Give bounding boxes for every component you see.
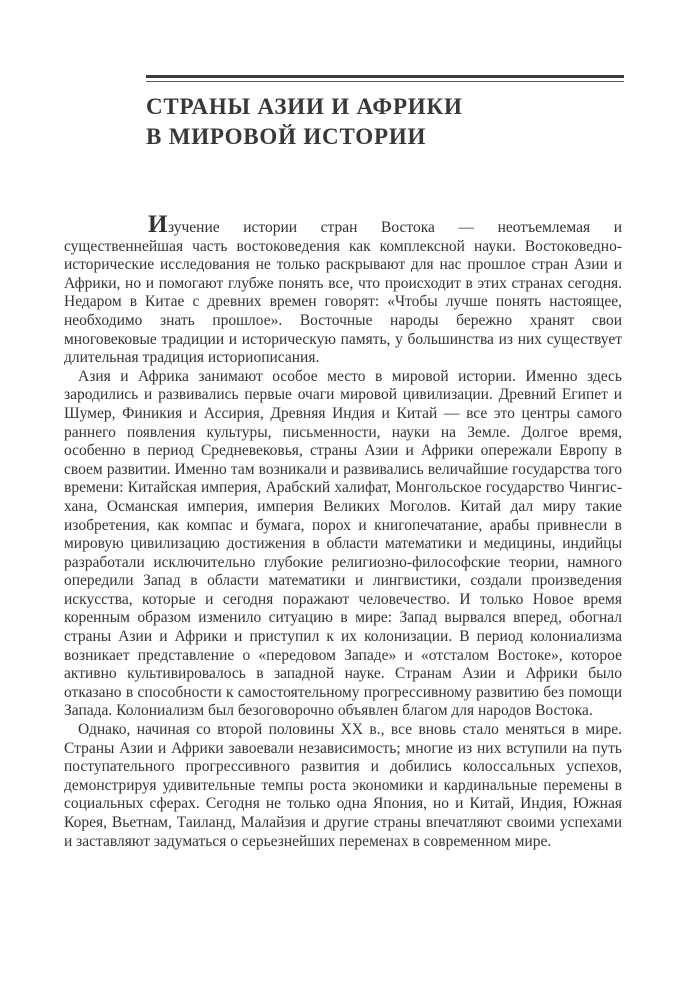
- initial-cap: И: [148, 211, 168, 238]
- body-text: [64, 211, 622, 851]
- chapter-head: [146, 75, 624, 152]
- chapter-title: [146, 92, 624, 152]
- paragraph-1: [64, 211, 622, 368]
- chapter-title-line-1: СТРАНЫ АЗИИ И АФРИКИ: [146, 94, 463, 119]
- chapter-title-line-2: В МИРОВОЙ ИСТОРИИ: [146, 124, 427, 149]
- paragraph-2: Азия и Африка занимают особое место в мировой истории. Именно здесь зародились и развивались первые очаги мировой цивилизации. Древний Египет и Шумер, Финикия и Ассирия, Древняя Индия и Китай — все это центры самого раннего появления культуры, письменности, науки на Земле. Долгое время, особенно в период Средневековья, страны Азии и Африки опережали Европу в своем развитии. Именно там возникали и развивались величайшие государства того времени: Китайская империя, Арабский халифат, Монгольское государство Чингис-хана, Османская империя, империя Великих Моголов. Китай дал миру такие изобретения, как компас и бумага, порох и книгопечатание, арабы привнесли в мировую цивилизацию достижения в области математики и медицины, индийцы разработали исключительно глубокие религиозно-философские теории, намного опередили Запад в области математики и лингвистики, создали произведения искусства, которые и сегодня поражают человечество. И только Новое время коренным образом изменило ситуацию в мире: Запад вырвался вперед, обогнал страны Азии и Африки и приступил к их колонизации. В период колониализма возникает представление о «передовом Западе» и «отсталом Востоке», которое активно культивировалось в западной науке. Странам Азии и Африки было отказано в способности к самостоятельному прогрессивному развитию без помощи Запада. Колониализм был безоговорочно объявлен благом для народов Востока.: [64, 367, 622, 720]
- paragraph-1-text: зучение истории стран Востока — неотъемлемая и существеннейшая часть востоковедения как комплексной науки. Востоковедно-исторические исследования не только раскрывают для нас прошлое стран Азии и Африки, но и помогают глубже понять все, что происходит в этих странах сегодня. Недаром в Китае с древних времен говорят: «Чтобы лучше понять настоящее, необходимо знать прошлое». Восточные народы бережно хранят свои многовековые традиции и историческую память, у большинства из них существует длительная традиция историописания.: [64, 219, 622, 367]
- chapter-rule: [146, 75, 624, 82]
- paragraph-3: Однако, начиная со второй половины XX в., все вновь стало меняться в мире. Страны Азии и Африки завоевали независимость; многие из них вступили на путь поступательного прогрессивного развития и добились колоссальных успехов, демонстрируя удивительные темпы роста экономики и кардинальные перемены в социальных сферах. Сегодня не только одна Япония, но и Китай, Индия, Южная Корея, Вьетнам, Таиланд, Малайзия и другие страны впечатляют своими успехами и заставляют задуматься о серьезнейших переменах в современном мире.: [64, 721, 622, 850]
